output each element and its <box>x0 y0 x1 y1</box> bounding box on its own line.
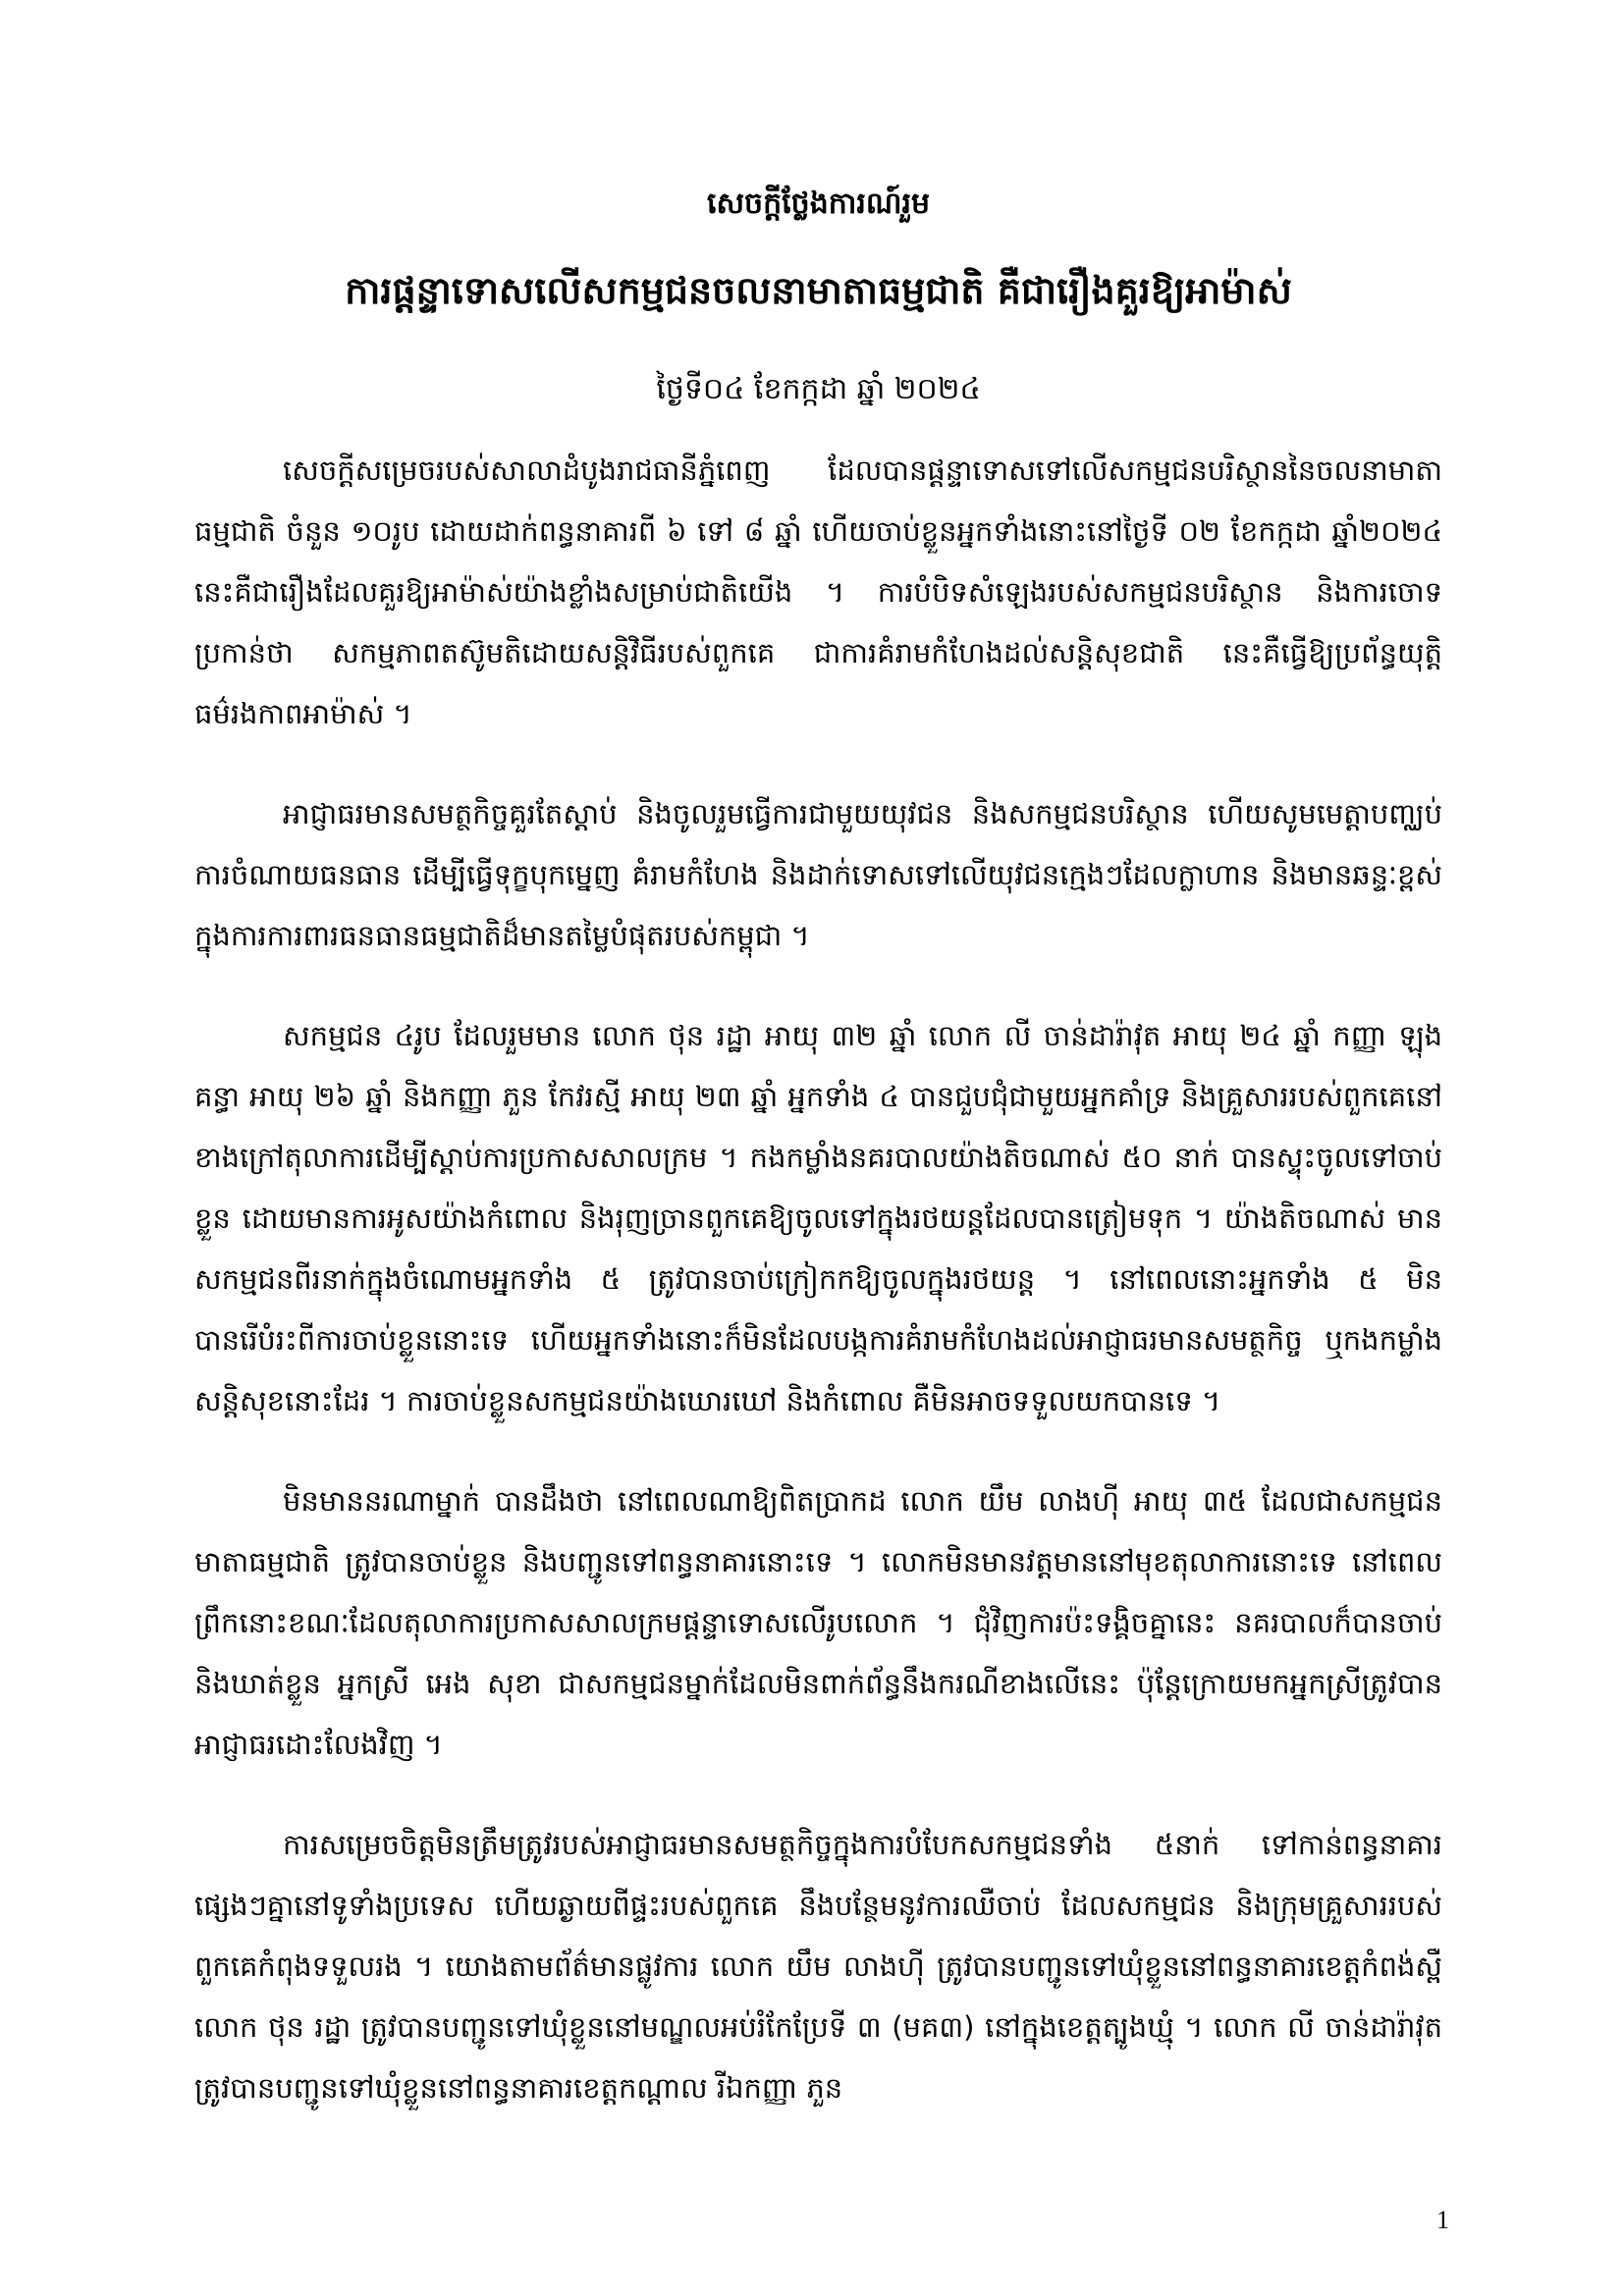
document-date: ថ្ងៃទី០៤ ខែកក្កដា ឆ្នាំ ២០២៤ <box>656 372 981 406</box>
paragraph-4: មិនមាននរណាម្នាក់ បានដឹងថា នៅពេលណាឱ្យពិតប្រាកដ លោក យឹម លាងហ៊ី អាយុ ៣៥ ដែលជាសកម្មជនមាតាធម្មជាតិ ត្រូវបានចាប់ខ្លួន និងបញ្ជូនទៅពន្ធនាគារនោះទេ ។ លោកមិនមានវត្តមាននៅមុខតុលាការនោះទេ នៅពេលព្រឹកនោះខណៈដែលតុលាការប្រកាសសាលក្រមផ្តន្ទាទោសលើរូបលោក ។ ជុំវិញការប៉ះទង្គិចគ្នានេះ នគរបាលក៏បានចាប់ និងឃាត់ខ្លួន អ្នកស្រី អេង សុខា ជាសកម្មជនម្នាក់ដែលមិនពាក់ព័ន្ធនឹងករណីខាងលើនេះ ប៉ុន្តែក្រោយមកអ្នកស្រីត្រូវបានអាជ្ញាធរដោះលែងវិញ ។ <box>194 1484 1442 1761</box>
document-body <box>194 440 1442 2118</box>
document-title: ការផ្តន្ទាទោសលើសកម្មជនចលនាមាតាធម្មជាតិ គឺជារឿងគួរឱ្យអាម៉ាស់ <box>345 269 1292 312</box>
paragraph-1: សេចក្តីសម្រេចរបស់សាលាដំបូងរាជធានីភ្នំពេញ ដែលបានផ្តន្ទាទោសទៅលើសកម្មជនបរិស្ថាននៃចលនាមាតាធម្មជាតិ ចំនួន ១០រូប ដោយដាក់ពន្ធនាគារពី ៦ ទៅ ៨ ឆ្នាំ ហើយចាប់ខ្លួនអ្នកទាំងនោះនៅថ្ងៃទី ០២ ខែកក្កដា ឆ្នាំ២០២៤ នេះគឺជារឿងដែលគួរឱ្យអាម៉ាស់យ៉ាងខ្លាំងសម្រាប់ជាតិយើង ។ ការបំបិទសំឡេងរបស់សកម្មជនបរិស្ថាន និងការចោទប្រកាន់ថា សកម្មភាពតស៊ូមតិដោយសន្តិវិធីរបស់ពួកគេ ជាការគំរាមកំហែងដល់សន្តិសុខជាតិ នេះគឺធ្វើឱ្យប្រព័ន្ធយុត្តិធម៌រងកាពអាម៉ាស់ ។ <box>194 454 1442 730</box>
document-subtitle: សេចក្តីថ្លែងការណ៍រួម <box>706 187 931 221</box>
page-number: 1 <box>1436 2206 1449 2234</box>
paragraph-5: ការសម្រេចចិត្តមិនត្រឹមត្រូវរបស់អាជ្ញាធរមានសមត្ថកិច្ចក្នុងការបំបែកសកម្មជនទាំង ៥នាក់ ទៅកាន់ពន្ធនាគារផ្សេងៗគ្នានៅទូទាំងប្រទេស ហើយឆ្ងាយពីផ្ទះរបស់ពួកគេ នឹងបន្ថែមនូវការឈឺចាប់ ដែលសកម្មជន និងក្រុមគ្រួសាររបស់ពួកគេកំពុងទទួលរង ។ យោងតាមព័ត៌មានផ្លូវការ លោក យឹម លាងហ៊ី ត្រូវបានបញ្ជូនទៅឃុំខ្លួននៅពន្ធនាគារខេត្តកំពង់ស្ពឺ លោក ថុន រដ្ឋា ត្រូវបានបញ្ជូនទៅឃុំខ្លួននៅមណ្ឌលអប់រំកែប្រែទី ៣ (មគ៣) នៅក្នុងខេត្តត្បូងឃ្មុំ ។ លោក លី ចាន់ដារ៉ាវុត ត្រូវបានបញ្ជូនទៅឃុំខ្លួននៅពន្ធនាគារខេត្តកណ្តាល រីឯកញ្ញា ភួន <box>194 1828 1442 2105</box>
paragraph-3: សកម្មជន ៤រូប ដែលរួមមាន លោក ថុន រដ្ឋា អាយុ ៣២ ឆ្នាំ លោក លី ចាន់ដារ៉ាវុត អាយុ ២៤ ឆ្នាំ កញ្ញា ឡុង គន្ធា អាយុ ២៦ ឆ្នាំ និងកញ្ញា ភួន កែវរស្មី អាយុ ២៣ ឆ្នាំ អ្នកទាំង ៤ បានជួបជុំជាមួយអ្នកគាំទ្រ និងគ្រួសាររបស់ពួកគេនៅខាងក្រៅតុលាការដើម្បីស្តាប់ការប្រកាសសាលក្រម ។ កងកម្លាំងនគរបាលយ៉ាងតិចណាស់ ៥០ នាក់ បានស្ទុះចូលទៅចាប់ខ្លួន ដោយមានការអូសយ៉ាងកំពោល និងរុញច្រានពួកគេឱ្យចូលទៅក្នុងរថយន្តដែលបានត្រៀមទុក ។ យ៉ាងតិចណាស់ មានសកម្មជនពីរនាក់ក្នុងចំណោមអ្នកទាំង ៥ ត្រូវបានចាប់ក្រៀកកឱ្យចូលក្នុងរថយន្ត ។ នៅពេលនោះអ្នកទាំង ៥ មិនបានរើបំរះពីការចាប់ខ្លួននោះទេ ហើយអ្នកទាំងនោះក៏មិនដែលបង្កការគំរាមកំហែងដល់អាជ្ញាធរមានសមត្ថកិច្ច ឬកងកម្លាំងសន្តិសុខនោះដែរ ។ ការចាប់ខ្លួនសកម្មជនយ៉ាងឃោរឃៅ និងកំពោល គឺមិនអាចទទួលយកបានទេ ។ <box>194 1019 1442 1417</box>
paragraph-2: អាជ្ញាធរមានសមត្ថកិច្ចគួរតែស្តាប់ និងចូលរួមធ្វើការជាមួយយុវជន និងសកម្មជនបរិស្ថាន ហើយសូមមេត្តាបញ្ឈប់ការចំណាយធនធាន ដើម្បីធ្វើទុក្ខបុកម្នេញ គំរាមកំហែង និងដាក់ទោសទៅលើយុវជនក្មេងៗដែលក្លាហាន និងមានឆន្ទៈខ្ពស់ក្នុងការការពារធនធានធម្មជាតិដ៏មានតម្លៃបំផុតរបស់កម្ពុជា ។ <box>194 797 1442 952</box>
